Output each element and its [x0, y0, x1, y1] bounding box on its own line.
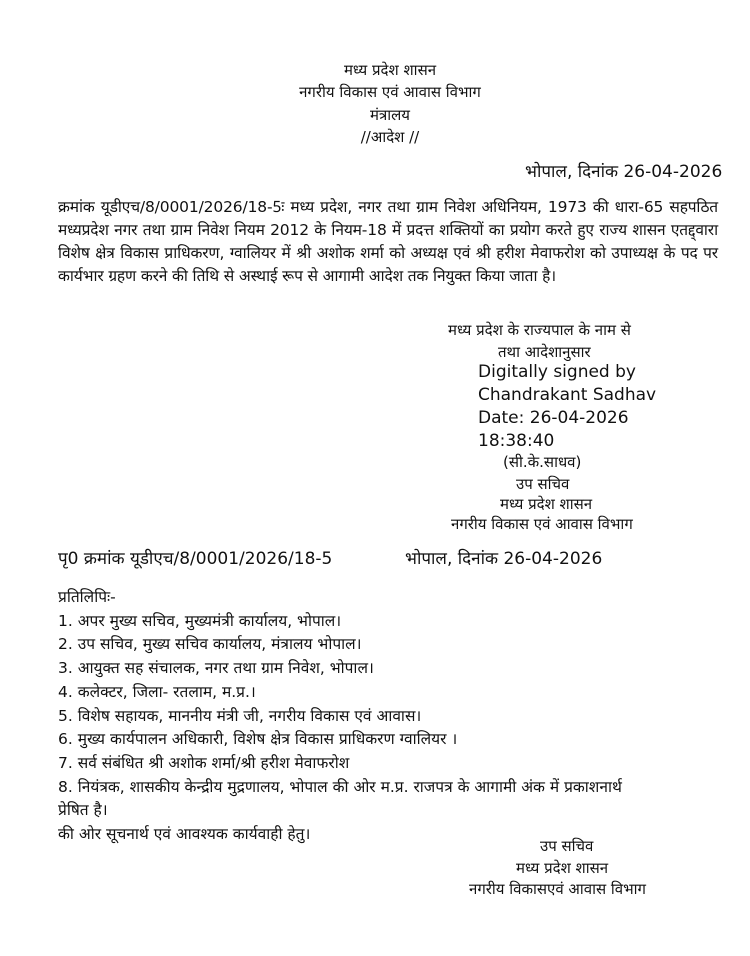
signatory-name: (सी.के.साधव) [503, 453, 582, 471]
order-place-date: भोपाल, दिनांक 26-04-2026 [525, 162, 723, 182]
copy-to-closing: की ओर सूचनार्थ एवं आवश्यक कार्यवाही हेतु। [58, 825, 311, 844]
authority-line-2: तथा आदेशानुसार [498, 343, 591, 361]
list-item: 4. कलेक्टर, जिला- रतलाम, म.प्र.। [58, 682, 256, 701]
signatory-office-2: नगरीय विकास एवं आवास विभाग [451, 515, 633, 533]
list-item: 3. आयुक्त सह संचालक, नगर तथा ग्राम निवेश, भोपाल। [58, 659, 374, 678]
authority-line-1: मध्य प्रदेश के राज्यपाल के नाम से [448, 321, 631, 339]
digital-signature-name: Chandrakant Sadhav [478, 385, 657, 405]
copy-to-list [58, 586, 718, 847]
list-item: 6. मुख्य कार्यपालन अधिकारी, विशेष क्षेत्र विकास प्राधिकरण ग्वालियर । [58, 730, 458, 749]
list-item: 7. सर्व संबंधित श्री अशोक शर्मा/श्री हरीश मेवाफरोश [58, 753, 350, 772]
list-item: प्रेषित है। [58, 801, 108, 820]
digital-signature-line-1: Digitally signed by [478, 362, 636, 382]
digital-signature-date: Date: 26-04-2026 [478, 408, 629, 428]
order-text: क्रमांक यूडीएच/8/0001/2026/18-5ः मध्य प्रदेश, नगर तथा ग्राम निवेश अधिनियम, 1973 की धारा-65 सहपठित मध्यप्रदेश नगर तथा ग्राम निवेश नियम 2012 के नियम-18 में प्रदत्त शक्तियों का प्रयोग करते हुए राज्य शासन एतद्द्वारा विशेष क्षेत्र विकास प्राधिकरण, ग्वालियर में श्री अशोक शर्मा को अध्यक्ष एवं श्री हरीश मेवाफरोश को उपाध्यक्ष के पद पर कार्यभार ग्रहण करने की तिथि से अस्थाई रूप से आगामी आदेश तक नियुक्त किया जाता है। [58, 198, 718, 285]
signatory-office-1: मध्य प्रदेश शासन [500, 495, 593, 513]
footer-office-2: नगरीय विकासएवं आवास विभाग [469, 880, 646, 898]
endorsement-place-date: भोपाल, दिनांक 26-04-2026 [405, 549, 603, 569]
header-government: मध्य प्रदेश शासन [343, 61, 437, 79]
signatory-designation: उप सचिव [516, 475, 570, 493]
list-item: 2. उप सचिव, मुख्य सचिव कार्यालय, मंत्रालय भोपाल। [58, 635, 362, 654]
list-item: 8. नियंत्रक, शासकीय केन्द्रीय मुद्रणालय, भोपाल की ओर म.प्र. राजपत्र के आगामी अंक में प्रकाशनार्थ [58, 777, 622, 796]
header-ministry: मंत्रालय [369, 106, 410, 124]
digital-signature-time: 18:38:40 [478, 431, 555, 451]
list-item: 1. अपर मुख्य सचिव, मुख्यमंत्री कार्यालय, भोपाल। [58, 611, 342, 630]
header-order-title: //आदेश // [360, 128, 420, 146]
footer-designation: उप सचिव [540, 837, 594, 855]
endorsement-number: पृ0 क्रमांक यूडीएच/8/0001/2026/18-5 [58, 549, 333, 569]
header-department: नगरीय विकास एवं आवास विभाग [299, 83, 481, 101]
footer-office-1: मध्य प्रदेश शासन [516, 859, 609, 877]
list-item: 5. विशेष सहायक, माननीय मंत्री जी, नगरीय विकास एवं आवास। [58, 706, 422, 725]
copy-to-heading: प्रतिलिपिः- [58, 588, 116, 606]
